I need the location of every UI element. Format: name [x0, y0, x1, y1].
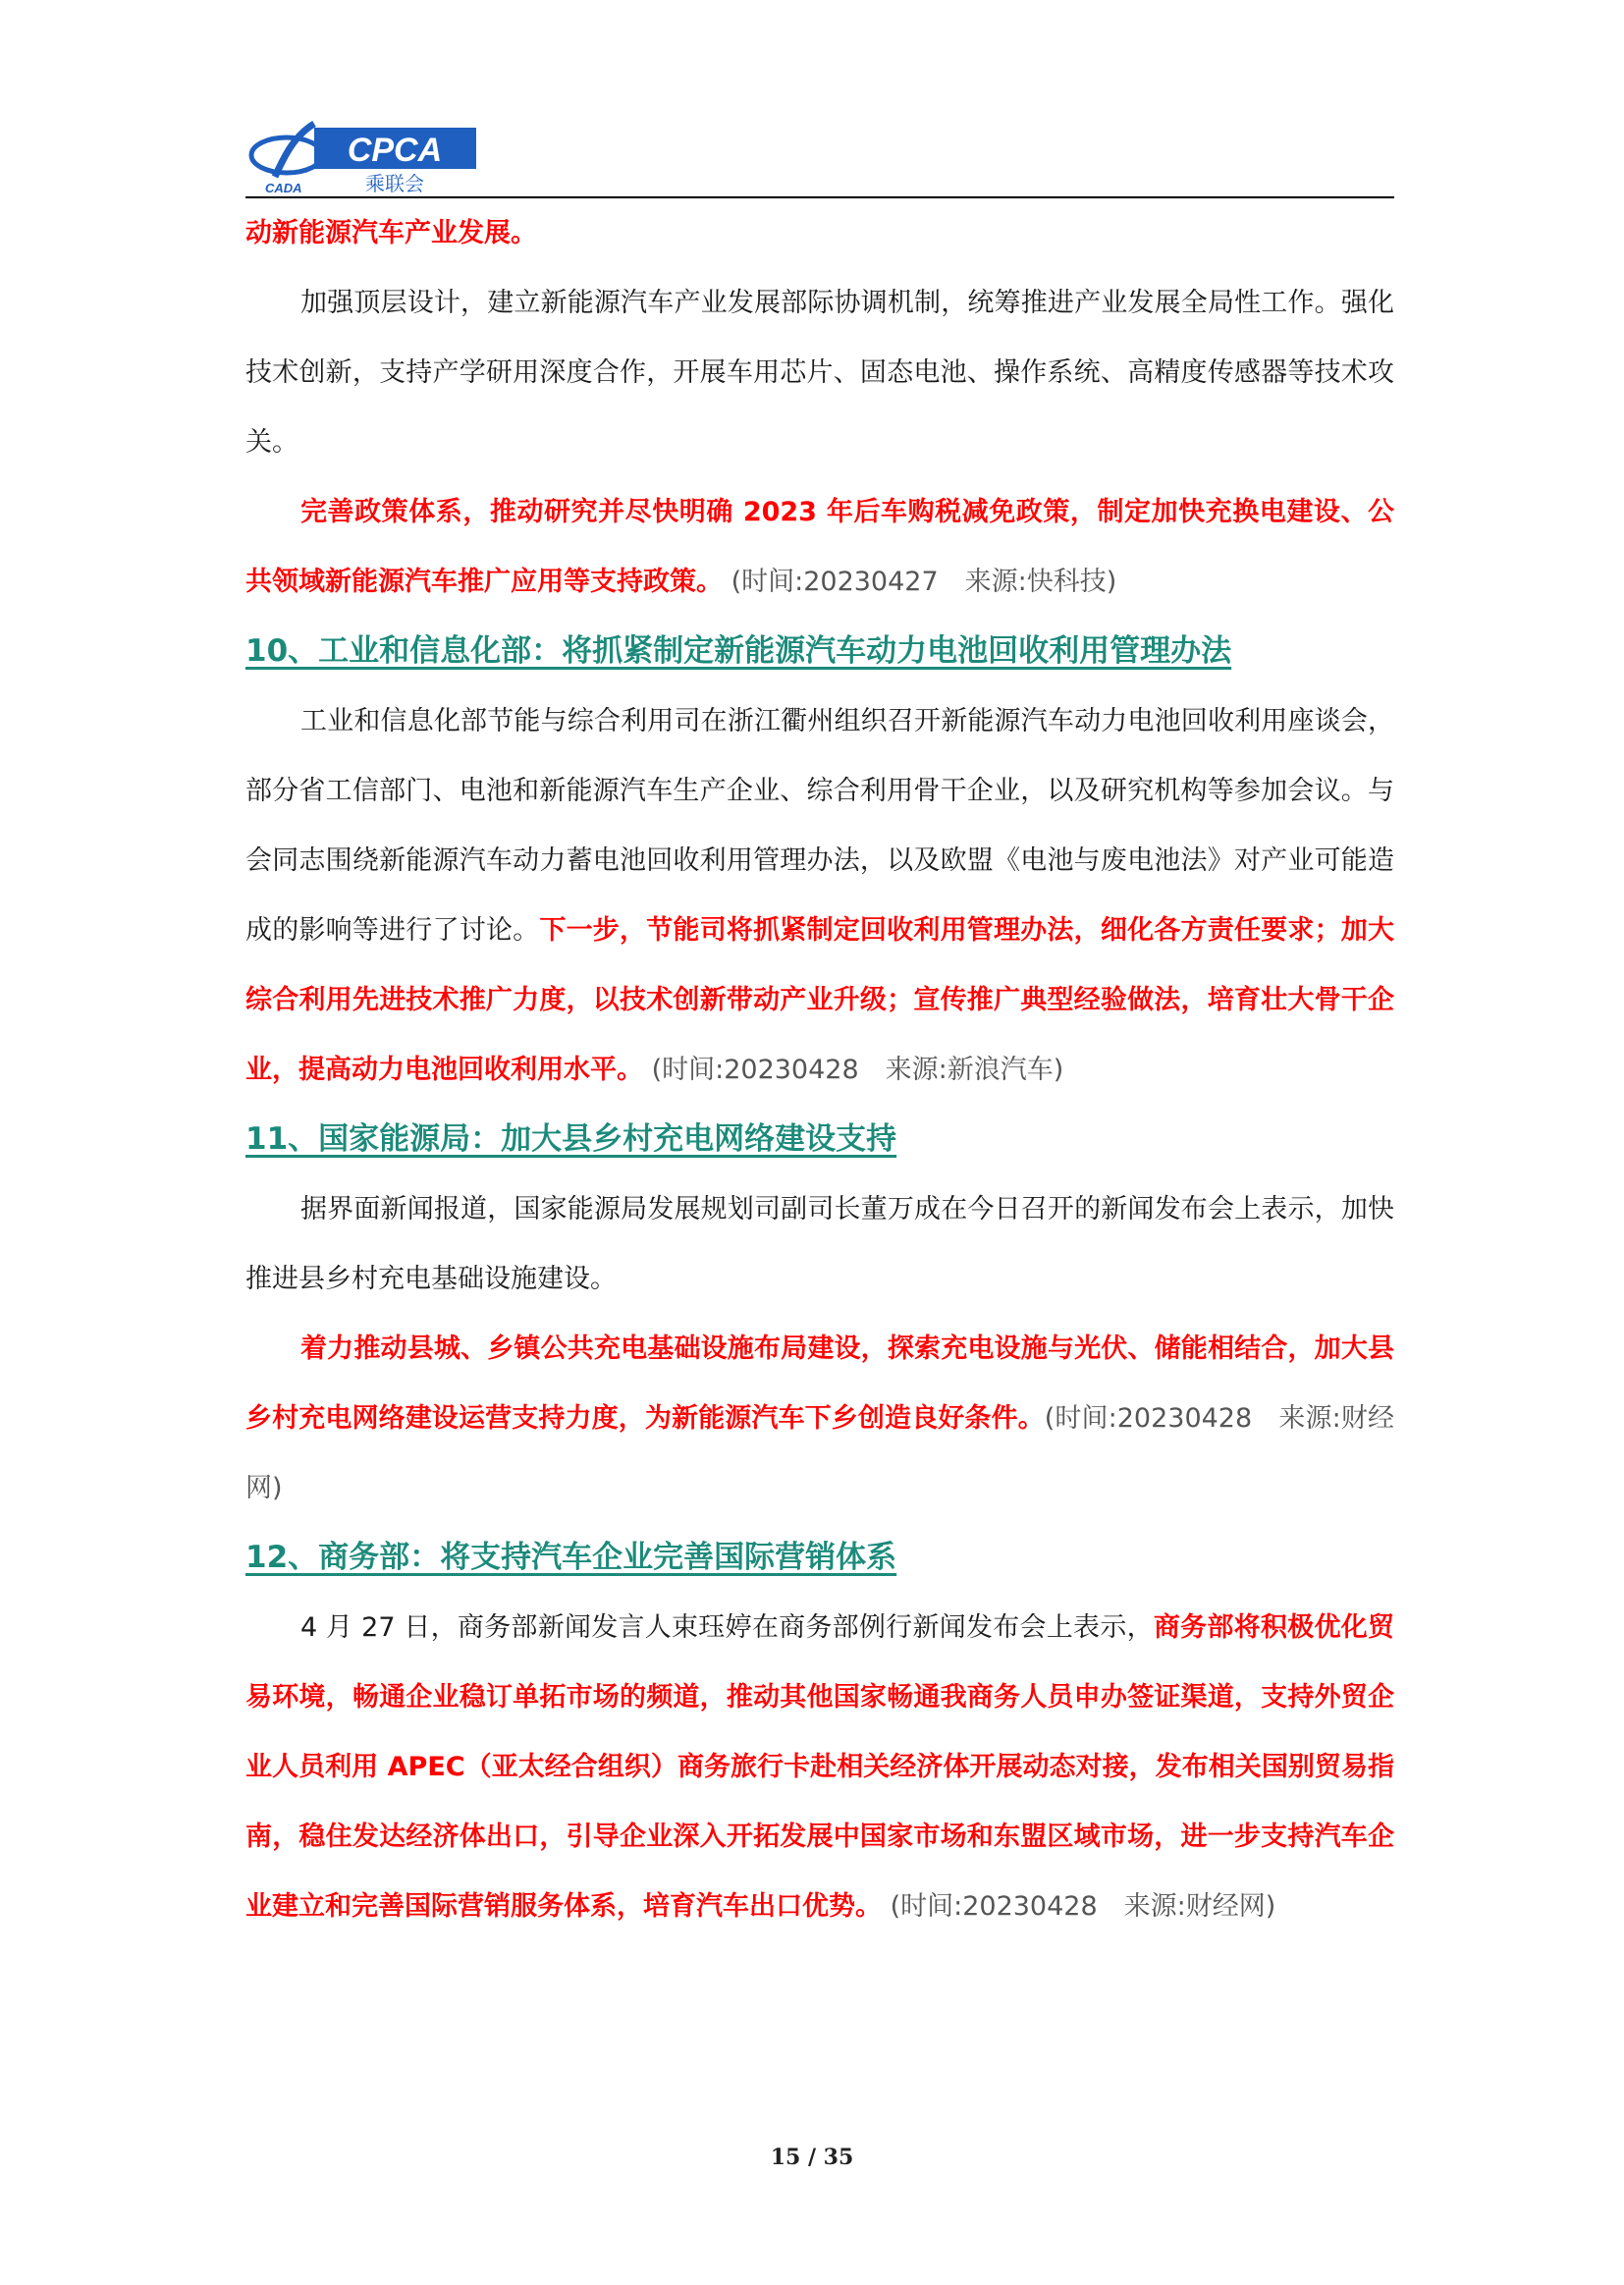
paragraph: [245, 1593, 1394, 1941]
svg-text:乘联会: 乘联会: [365, 172, 424, 194]
source-note: (时间:20230428 来源:财经网): [245, 1403, 1395, 1503]
section-heading-12: 12、商务部：将支持汽车企业完善国际营销体系: [245, 1540, 897, 1575]
source-note: (时间:20230427 来源:快科技): [723, 567, 1117, 597]
page-header: [245, 116, 1394, 198]
paragraph: 加强顶层设计，建立新能源汽车产业发展部际协调机制，统筹推进产业发展全局性工作。强化技术创新，支持产学研用深度合作，开展车用芯片、固态电池、操作系统、高精度传感器等技术攻关。: [245, 288, 1394, 458]
section-heading-10: 10、工业和信息化部：将抓紧制定新能源汽车动力电池回收利用管理办法: [245, 633, 1232, 669]
paragraph: [245, 1314, 1394, 1523]
section-heading-11: 11、国家能源局：加大县乡村充电网络建设支持: [245, 1121, 897, 1157]
page-content: [245, 198, 1394, 1941]
svg-text:CPCA: CPCA: [347, 132, 443, 169]
highlight-text: 完善政策体系，推动研究并尽快明确 2023 年后车购税减免政策，制定加快充换电建设、公共领域新能源汽车推广应用等支持政策。: [245, 497, 1394, 597]
highlight-text: 动新能源汽车产业发展。: [245, 218, 537, 248]
body-text: 4 月 27 日，商务部新闻发言人束珏婷在商务部例行新闻发布会上表示，: [300, 1612, 1154, 1643]
highlight-text: 着力推动县城、乡镇公共充电基础设施布局建设，探索充电设施与光伏、储能相结合，加大县乡村充电网络建设运营支持力度，为新能源汽车下乡创造良好条件。: [245, 1333, 1394, 1434]
source-note: (时间:20230428 来源:财经网): [882, 1891, 1276, 1922]
paragraph: [245, 686, 1394, 1105]
paragraph: [245, 477, 1394, 617]
highlight-text: 下一步，节能司将抓紧制定回收利用管理办法，细化各方责任要求；加大综合利用先进技术推广力度，以技术创新带动产业升级；宣传推广典型经验做法，培育壮大骨干企业，提高动力电池回收利用水平。: [245, 915, 1395, 1085]
svg-text:CADA: CADA: [265, 181, 302, 194]
highlight-text: 商务部将积极优化贸易环境，畅通企业稳订单拓市场的频道，推动其他国家畅通我商务人员申办签证渠道，支持外贸企业人员利用 APEC（亚太经合组织）商务旅行卡赴相关经济体开展动态对接，发布相关国别贸易指南，稳住发达经济体出口，引导企业深入开拓发展中国家市场和东盟区域市场，进一步支持汽车企业建立和完善国际营销服务体系，培育汽车出口优势。: [245, 1612, 1395, 1922]
source-note: (时间:20230428 来源:新浪汽车): [643, 1055, 1064, 1085]
paragraph: 据界面新闻报道，国家能源局发展规划司副司长董万成在今日召开的新闻发布会上表示，加快推进县乡村充电基础设施建设。: [245, 1194, 1394, 1294]
paragraph: [245, 198, 1394, 268]
page-number: 15 / 35: [770, 2145, 854, 2170]
cpca-logo: [245, 116, 481, 194]
body-text: 工业和信息化部节能与综合利用司在浙江衢州组织召开新能源汽车动力电池回收利用座谈会，部分省工信部门、电池和新能源汽车生产企业、综合利用骨干企业，以及研究机构等参加会议。与会同志围绕新能源汽车动力蓄电池回收利用管理办法，以及欧盟《电池与废电池法》对产业可能造成的影响等进行了讨论。: [245, 706, 1394, 946]
